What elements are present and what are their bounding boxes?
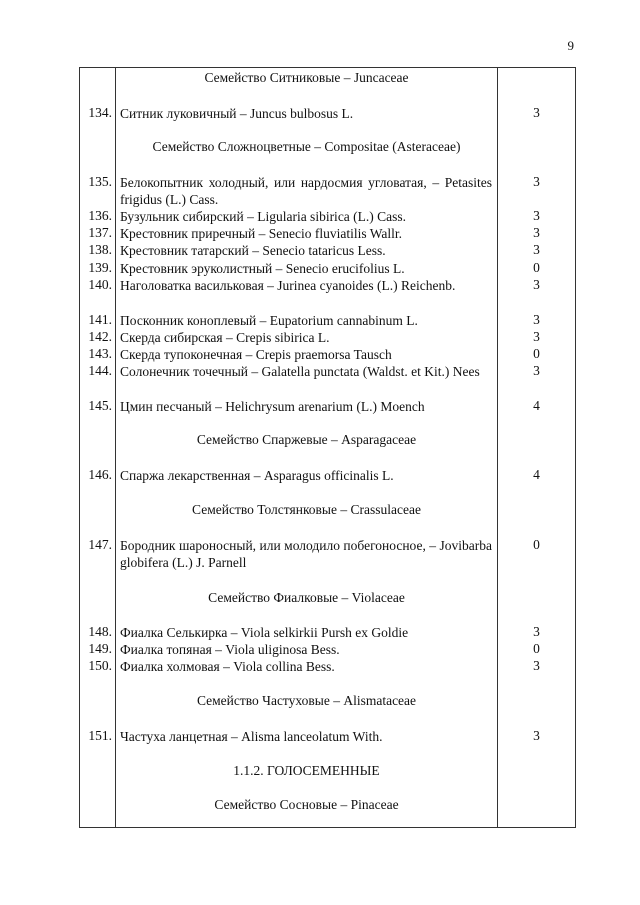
species-name: Крестовник приречный – Senecio fluviatilis Wallr. bbox=[120, 226, 402, 241]
status-category: 0 bbox=[533, 537, 540, 552]
row-number: 142. bbox=[88, 329, 112, 344]
row-number: 138. bbox=[88, 242, 112, 257]
status-category: 3 bbox=[533, 225, 540, 240]
row-number: 143. bbox=[88, 346, 112, 361]
row-number: 148. bbox=[88, 624, 112, 639]
status-category: 3 bbox=[533, 242, 540, 257]
species-name: Бузульник сибирский – Ligularia sibirica (L.) Cass. bbox=[120, 209, 407, 224]
species-name: Наголоватка васильковая – Jurinea cyanoides (L.) Reichenb. bbox=[120, 278, 456, 293]
row-number: 136. bbox=[88, 208, 112, 223]
row-number: 134. bbox=[88, 105, 112, 120]
status-category: 3 bbox=[533, 312, 540, 327]
family-heading-alismataceae: Семейство Частуховые – Alismataceae bbox=[196, 693, 417, 708]
species-name: Фиалка Селькирка – Viola selkirkii Pursh ex Goldie bbox=[120, 625, 409, 640]
species-name: Крестовник татарский – Senecio tataricus Less. bbox=[120, 243, 386, 258]
species-name: Солонечник точечный – Galatella punctata (Waldst. et Kit.) Nees bbox=[120, 364, 480, 379]
row-number: 135. bbox=[88, 174, 112, 189]
row-number: 147. bbox=[88, 537, 112, 552]
status-category: 3 bbox=[533, 658, 540, 673]
status-category: 0 bbox=[533, 346, 540, 361]
row-number: 150. bbox=[88, 658, 112, 673]
species-name: Спаржа лекарственная – Asparagus officinalis L. bbox=[120, 468, 394, 483]
species-name: Крестовник эруколистный – Senecio erucifolius L. bbox=[120, 261, 405, 276]
status-category: 3 bbox=[533, 277, 540, 292]
status-category: 3 bbox=[533, 208, 540, 223]
status-category: 3 bbox=[533, 329, 540, 344]
status-category: 3 bbox=[533, 105, 540, 120]
row-number: 146. bbox=[88, 467, 112, 482]
species-name: Фиалка топяная – Viola uliginosa Bess. bbox=[120, 642, 340, 657]
status-category: 0 bbox=[533, 641, 540, 656]
status-category: 4 bbox=[533, 467, 540, 482]
row-number: 144. bbox=[88, 363, 112, 378]
subsection-heading-gymnosperms: 1.1.2. ГОЛОСЕМЕННЫЕ bbox=[233, 763, 380, 778]
status-category: 3 bbox=[533, 363, 540, 378]
family-heading-juncaceae: Семейство Ситниковые – Juncaceae bbox=[204, 70, 409, 85]
row-number: 139. bbox=[88, 260, 112, 275]
species-name: Скерда сибирская – Crepis sibirica L. bbox=[120, 330, 330, 345]
family-heading-pinaceae: Семейство Сосновые – Pinaceae bbox=[214, 797, 399, 812]
species-name: Скерда тупоконечная – Crepis praemorsa Tausch bbox=[120, 347, 392, 362]
species-name: Фиалка холмовая – Viola collina Bess. bbox=[120, 659, 335, 674]
species-name: Белокопытник холодный, или нардосмия угловатая, – Petasites frigidus (L.) Cass. bbox=[120, 175, 492, 207]
row-number: 149. bbox=[88, 641, 112, 656]
species-name: Ситник луковичный – Juncus bulbosus L. bbox=[120, 106, 354, 121]
family-heading-compositae: Семейство Сложноцветные – Compositae (Asteraceae) bbox=[152, 139, 461, 154]
row-number: 141. bbox=[88, 312, 112, 327]
species-name: Частуха ланцетная – Alisma lanceolatum With. bbox=[120, 729, 383, 744]
status-category: 3 bbox=[533, 728, 540, 743]
row-number: 140. bbox=[88, 277, 112, 292]
row-number: 151. bbox=[88, 728, 112, 743]
species-name: Посконник коноплевый – Eupatorium cannabinum L. bbox=[120, 313, 418, 328]
family-heading-crassulaceae: Семейство Толстянковые – Crassulaceae bbox=[192, 502, 421, 517]
row-number: 137. bbox=[88, 225, 112, 240]
status-category: 3 bbox=[533, 174, 540, 189]
species-name: Цмин песчаный – Helichrysum arenarium (L.) Moench bbox=[120, 399, 425, 414]
page-number: 9 bbox=[567, 38, 574, 53]
status-category: 4 bbox=[533, 398, 540, 413]
status-category: 3 bbox=[533, 624, 540, 639]
family-heading-asparagaceae: Семейство Спаржевые – Asparagaceae bbox=[196, 432, 417, 447]
family-heading-violaceae: Семейство Фиалковые – Violaceae bbox=[208, 590, 405, 605]
status-category: 0 bbox=[533, 260, 540, 275]
species-name: Бородник шароносный, или молодило побегоносное, – Jovibarba globifera (L.) J. Parnell bbox=[120, 538, 492, 570]
row-number: 145. bbox=[88, 398, 112, 413]
